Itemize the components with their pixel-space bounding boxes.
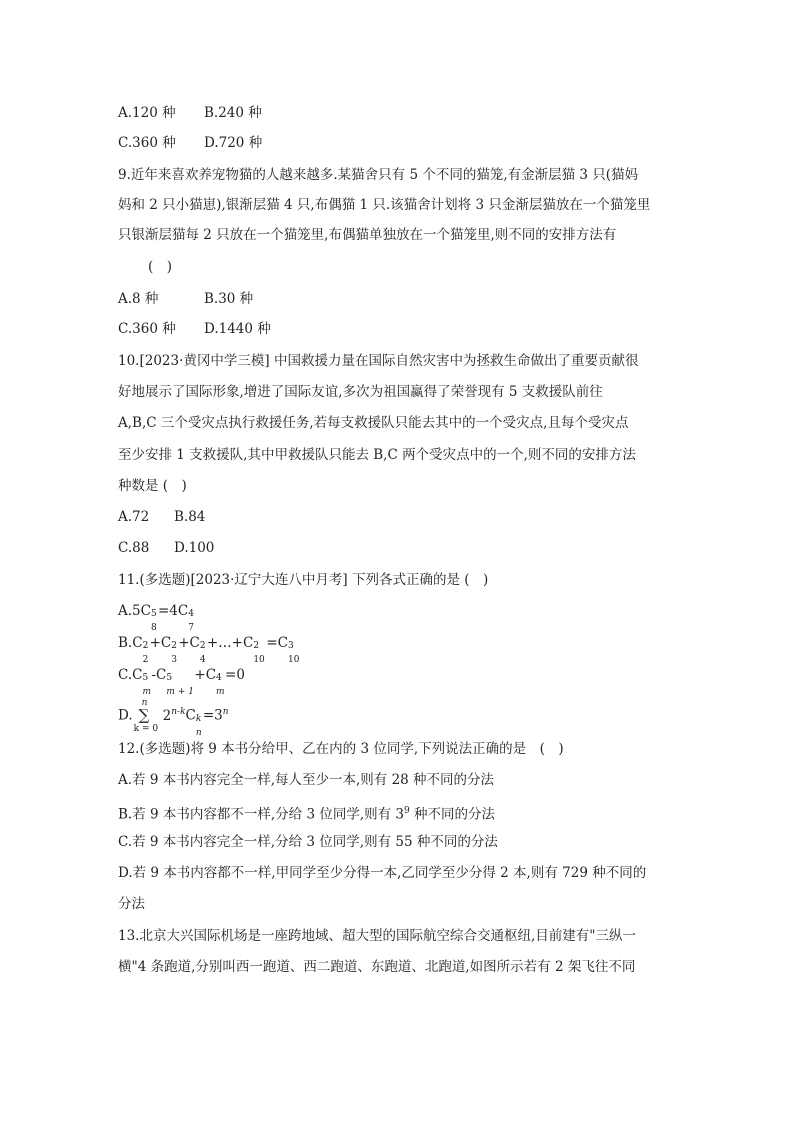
q11-d-eq-sup: n — [222, 707, 229, 717]
q10-option-d: D.100 — [174, 540, 215, 556]
sum-upper-limit: n — [141, 698, 148, 708]
q10-options-row-2 — [118, 539, 214, 557]
q11-option-d-label: D. — [118, 707, 133, 724]
q11-option-c — [118, 666, 245, 697]
q11-c-t2-sub: m + 1 — [166, 687, 194, 697]
q11-b-t3-sup: 2 — [199, 641, 206, 651]
q11-a-term2-sup: 4 — [188, 609, 194, 619]
q11-stem: 11.(多选题)[2023·辽宁大连八中月考] 下列各式正确的是 ( ) — [118, 572, 489, 588]
q10-stem-line-2: 好地展示了国际形象,增进了国际友谊,多次为祖国赢得了荣誉现有 5 支救援队前往 — [118, 384, 603, 400]
q11-c-t3-sub: m — [216, 687, 225, 697]
q11-d-exp: n-k — [171, 707, 186, 717]
q11-a-term1-sub: 8 — [150, 623, 157, 633]
q11-b-t3-sub: 4 — [199, 655, 206, 665]
q11-c-t1-sup: 5 — [142, 673, 149, 683]
q11-b-t4-sup: 2 — [253, 641, 260, 651]
q10-stem-line-1: 10.[2023·黄冈中学三模] 中国救援力量在国际自然灾害中为拯救生命做出了重要贡献很 — [118, 353, 639, 369]
q13-stem-line-1: 13.北京大兴国际机场是一座跨地域、超大型的国际航空综合交通枢纽,目前建有"三纵一 — [118, 928, 636, 944]
q11-option-b — [118, 634, 301, 665]
q11-c-t3: +C — [194, 667, 217, 683]
q11-option-b-label: B. — [118, 635, 133, 651]
q12-option-a: A.若 9 本书内容完全一样,每人至少一本,则有 28 种不同的分法 — [118, 772, 495, 788]
q9-answer-blank: ( ) — [148, 259, 173, 275]
q11-b-t5-sup: 3 — [287, 641, 294, 651]
q10-option-a: A.72 — [118, 509, 150, 525]
q11-c-t3-sup: 4 — [216, 673, 222, 683]
q11-option-d — [118, 698, 229, 738]
q11-b-t4-sub: 10 — [253, 655, 265, 665]
q11-c-eq: =0 — [225, 667, 245, 683]
q11-d-c-sup: k — [195, 713, 202, 724]
q8-option-b: B.240 种 — [204, 105, 262, 121]
q11-option-c-label: C. — [118, 667, 133, 683]
q11-d-base: 2 — [162, 707, 172, 724]
q11-c-t1: C — [132, 667, 143, 683]
q11-b-t1: C — [132, 635, 143, 651]
q11-b-t3: +C — [178, 635, 200, 651]
q12-option-d-line-1: D.若 9 本书内容都不一样,甲同学至少分得一本,乙同学至少分得 2 本,则有 729 种不同的 — [118, 865, 647, 881]
sum-lower-limit: k = 0 — [133, 724, 159, 734]
q11-c-t2: -C — [151, 667, 167, 683]
q11-a-term2: =4C — [157, 603, 189, 619]
q12-option-b-text: B.若 9 本书内容都不一样,分给 3 位同学,则有 3 — [118, 806, 405, 823]
q8-option-c: C.360 种 — [118, 135, 176, 151]
summation-symbol — [133, 698, 159, 734]
q10-option-c: C.88 — [118, 540, 150, 556]
q12-option-d-line-2: 分法 — [118, 896, 145, 912]
q11-option-a-label: A. — [118, 603, 133, 619]
q11-b-t2-sup: 2 — [171, 641, 177, 651]
q11-c-t2-sup: 5 — [166, 673, 173, 683]
q12-option-c: C.若 9 本书内容完全一样,分给 3 位同学,则有 55 种不同的分法 — [118, 834, 498, 850]
q8-options-row-2 — [118, 134, 262, 152]
q10-stem-line-4: 至少安排 1 支救援队,其中甲救援队只能去 B,C 两个受灾点中的一个,则不同的安排方法 — [118, 447, 636, 463]
q11-a-term1: 5C — [132, 603, 151, 619]
q10-options-row-1 — [118, 508, 205, 526]
sigma-icon: ∑ — [138, 706, 150, 724]
q10-stem-line-5: 种数是 ( ) — [118, 478, 187, 494]
q11-b-eq: =C — [266, 635, 288, 651]
q9-option-d: D.1440 种 — [204, 321, 271, 337]
q12-option-b — [118, 802, 495, 824]
q12-option-b-exponent: 9 — [404, 806, 410, 816]
q13-stem-line-2: 横"4 条跑道,分别叫西一跑道、西二跑道、东跑道、北跑道,如图所示若有 2 架飞往不同 — [118, 959, 636, 975]
q11-b-t5-sub: 10 — [287, 655, 300, 665]
q11-d-eq: =3 — [202, 707, 223, 724]
q11-a-term2-sub: 7 — [188, 623, 194, 633]
q11-b-t1-sub: 2 — [142, 655, 149, 665]
q10-option-b: B.84 — [174, 509, 206, 525]
q8-options-row-1 — [118, 104, 262, 122]
q12-option-b-tail: 种不同的分法 — [409, 806, 496, 823]
q9-option-a: A.8 种 — [118, 291, 159, 307]
q9-options-row-1 — [118, 290, 253, 308]
q11-a-term1-sup: 5 — [150, 609, 157, 619]
q11-d-c-sub: n — [195, 727, 202, 738]
q11-option-a — [118, 602, 195, 633]
q8-option-a: A.120 种 — [118, 105, 176, 121]
q9-option-c: C.360 种 — [118, 321, 176, 337]
q9-stem-line-2: 妈和 2 只小猫崽),银渐层猫 4 只,布偶猫 1 只.该猫舍计划将 3 只金渐层猫放在一个猫笼里 — [118, 197, 651, 213]
q12-stem: 12.(多选题)将 9 本书分给甲、乙在内的 3 位同学,下列说法正确的是 ( ) — [118, 741, 564, 757]
q9-stem-line-3: 只银渐层猫每 2 只放在一个猫笼里,布偶猫单独放在一个猫笼里,则不同的安排方法有 — [118, 227, 617, 243]
q11-b-t2: +C — [149, 635, 172, 651]
q11-b-t2-sub: 3 — [171, 655, 177, 665]
q10-stem-line-3: A,B,C 三个受灾点执行救援任务,若每支救援队只能去其中的一个受灾点,且每个受灾点 — [118, 415, 629, 431]
q11-b-dots: +…+C — [206, 635, 254, 651]
q11-b-t1-sup: 2 — [142, 641, 149, 651]
q11-c-t1-sub: m — [142, 687, 152, 697]
q11-d-c: C — [185, 707, 196, 724]
q9-stem-line-1: 9.近年来喜欢养宠物猫的人越来越多.某猫舍只有 5 个不同的猫笼,有金渐层猫 3 只(猫妈 — [118, 167, 639, 183]
q8-option-d: D.720 种 — [204, 135, 263, 151]
q9-option-b: B.30 种 — [204, 291, 254, 307]
q9-options-row-2 — [118, 320, 271, 338]
